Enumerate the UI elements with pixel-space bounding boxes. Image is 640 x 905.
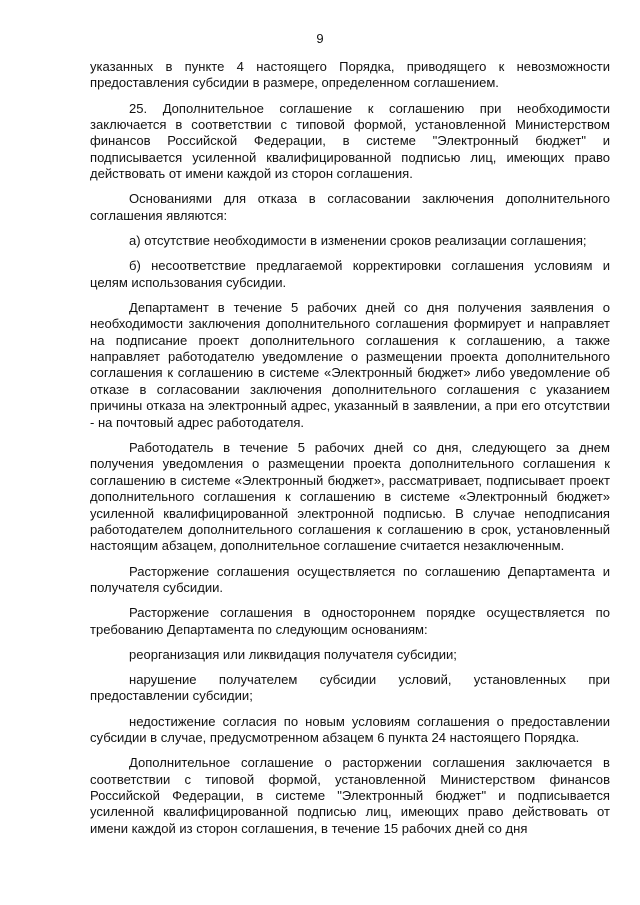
paragraph-employer-procedure: Работодатель в течение 5 рабочих дней со дня, следующего за днем получения уведомления о размещении проекта дополнительного соглашения к соглашению в системе «Электронный бюджет», рассматривает, подписывает проект дополнительного соглашения к соглашению в системе «Электронный бюджет» усиленной квалифицированной электронной подписью. В случае неподписания работодателем дополнительного соглашения к соглашению в срок, установленный настоящим абзацем, дополнительное соглашение считается незаключенным. bbox=[90, 439, 610, 554]
paragraph-ground-violation: нарушение получателем субсидии условий, установленных при предоставлении субсидии; bbox=[90, 671, 610, 704]
paragraph-clause-25: 25. Дополнительное соглашение к соглашению при необходимости заключается в соответствии с типовой формой, установленной Министерством финансов Российской Федерации, в системе "Электронный бюджет" и подписывается усиленной квалифицированной подписью лиц, имеющих право действовать от имени каждой из сторон соглашения. bbox=[90, 100, 610, 182]
paragraph-department-procedure: Департамент в течение 5 рабочих дней со дня получения заявления о необходимости заключения дополнительного соглашения формирует и направляет на подписание проект дополнительного соглашения к соглашению, а также направляет работодателю уведомление о размещении проекта дополнительного соглашения к соглашению в системе «Электронный бюджет» либо уведомление об отказе в согласовании заключения дополнительного соглашения с указанием причины отказа на электронный адрес, указанный в заявлении, а при его отсутствии - на почтовый адрес работодателя. bbox=[90, 299, 610, 430]
document-body bbox=[90, 59, 610, 846]
paragraph-continuation: указанных в пункте 4 настоящего Порядка, приводящего к невозможности предоставления субсидии в размере, определенном соглашением. bbox=[90, 59, 610, 91]
paragraph-refusal-grounds: Основаниями для отказа в согласовании заключения дополнительного соглашения являются: bbox=[90, 191, 610, 223]
paragraph-unilateral-termination: Расторжение соглашения в одностороннем порядке осуществляется по требованию Департамента по следующим основаниям: bbox=[90, 605, 610, 637]
paragraph-termination-agreement: Расторжение соглашения осуществляется по соглашению Департамента и получателя субсидии. bbox=[90, 563, 610, 595]
paragraph-item-a: а) отсутствие необходимости в изменении сроков реализации соглашения; bbox=[129, 233, 587, 249]
paragraph-ground-disagreement: недостижение согласия по новым условиям соглашения о предоставлении субсидии в случае, предусмотренном абзацем 6 пункта 24 настоящего Порядка. bbox=[90, 713, 610, 745]
paragraph-item-b: б) несоответствие предлагаемой корректировки соглашения условиям и целям использования субсидии. bbox=[90, 258, 610, 290]
paragraph-ground-reorganization: реорганизация или ликвидация получателя субсидии; bbox=[129, 646, 457, 662]
page-number: 9 bbox=[316, 31, 324, 46]
paragraph-termination-form: Дополнительное соглашение о расторжении соглашения заключается в соответствии с типовой формой, установленной Министерством финансов Российской Федерации, в системе "Электронный бюджет" и подписывается усиленной квалифицированной подписью лиц, имеющих право действовать от имени каждой из сторон соглашения, в течение 15 рабочих дней со дня bbox=[90, 755, 610, 836]
